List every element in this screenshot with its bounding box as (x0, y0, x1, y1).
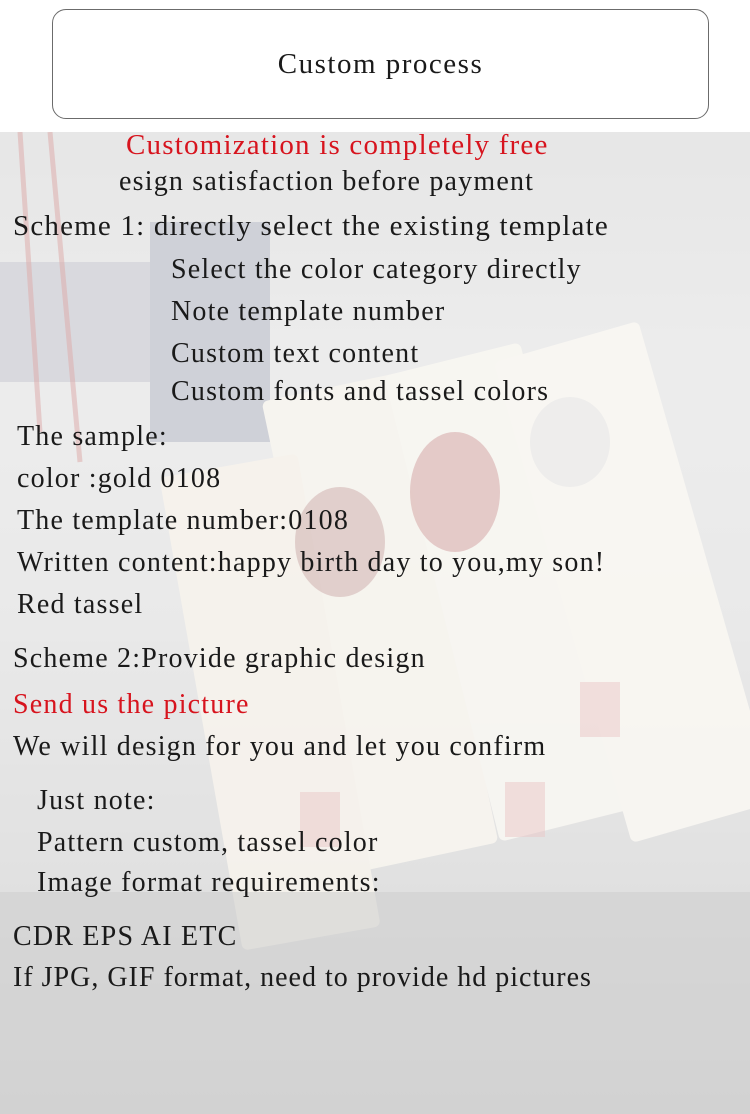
sample-line: Written content:happy birth day to you,my son! (17, 547, 606, 578)
title-box (52, 9, 709, 119)
scheme1-step: Note template number (171, 296, 446, 327)
send-picture-text: Send us the picture (13, 689, 250, 720)
design-confirm-text: We will design for you and let you confirm (13, 731, 547, 762)
scheme2-heading: Scheme 2:Provide graphic design (13, 643, 426, 674)
page-title: Custom process (277, 47, 484, 80)
sample-line: color :gold 0108 (17, 463, 222, 494)
scheme1-step: Custom fonts and tassel colors (171, 376, 550, 407)
sample-line: The sample: (17, 421, 168, 452)
scheme1-heading: Scheme 1: directly select the existing template (13, 210, 609, 242)
scheme1-step: Custom text content (171, 338, 420, 369)
scheme1-step: Select the color category directly (171, 254, 582, 285)
satisfaction-text: esign satisfaction before payment (119, 166, 535, 197)
note-line: Image format requirements: (37, 867, 381, 898)
note-line: Just note: (37, 785, 156, 816)
header-area (0, 0, 750, 132)
free-customization-text: Customization is completely free (126, 129, 549, 161)
note-line: Pattern custom, tassel color (37, 827, 379, 858)
sample-line: Red tassel (17, 589, 144, 620)
format-line: CDR EPS AI ETC (13, 921, 238, 952)
format-line: If JPG, GIF format, need to provide hd pictures (13, 962, 592, 993)
sample-line: The template number:0108 (17, 505, 350, 536)
